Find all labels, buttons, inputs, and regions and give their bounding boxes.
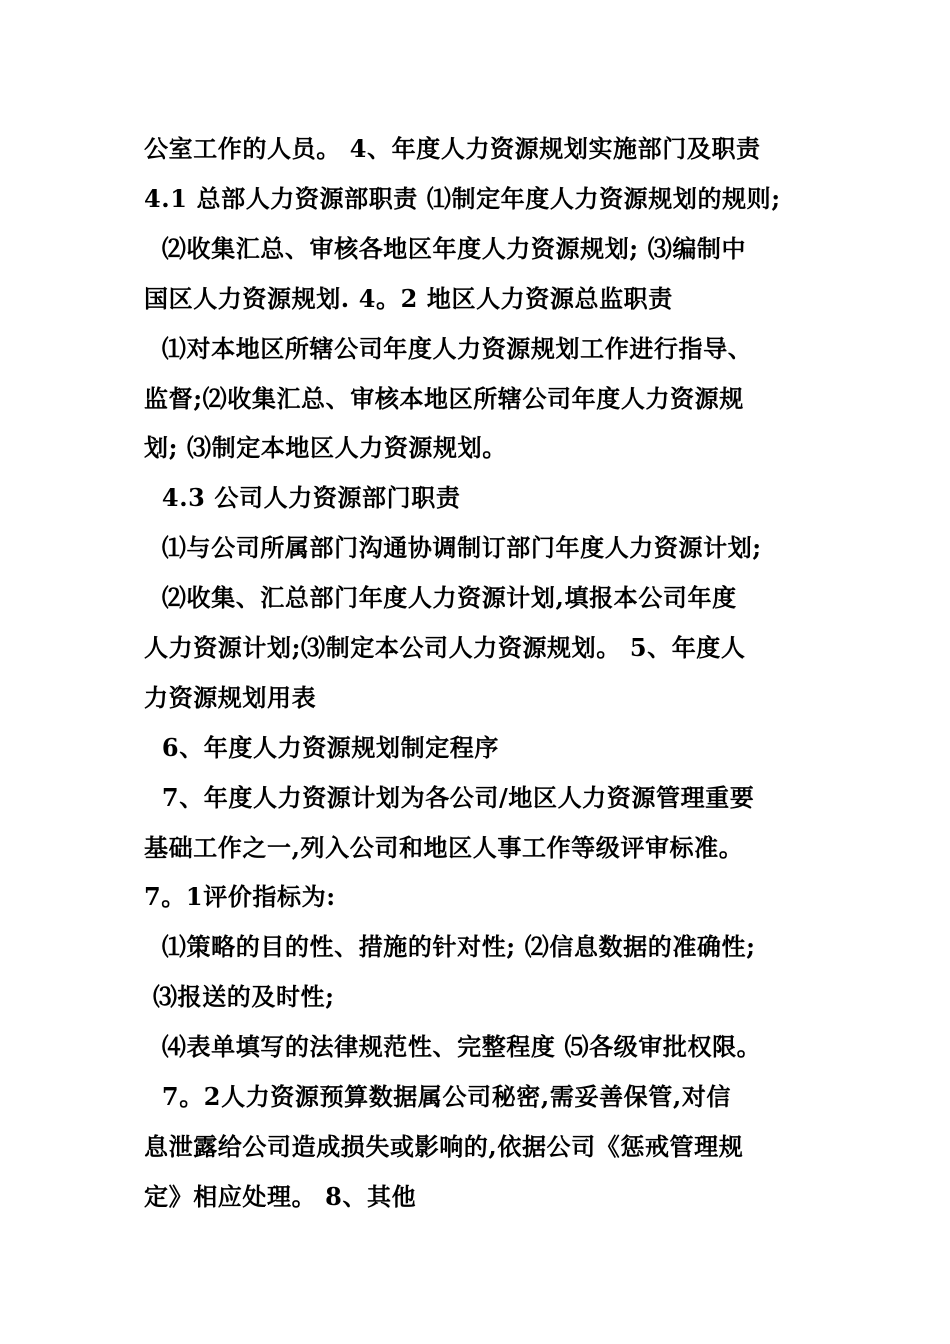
text-line: 基础工作之一,列入公司和地区人事工作等级评审标准。 bbox=[144, 833, 744, 862]
text-line: 公室工作的人员。 4、年度人力资源规划实施部门及职责 bbox=[144, 134, 761, 163]
text-line: 力资源规划用表 bbox=[144, 683, 317, 712]
text-line: 7。1评价指标为: bbox=[144, 882, 336, 911]
text-line: ⑵收集汇总、审核各地区年度人力资源规划; ⑶编制中 bbox=[144, 234, 747, 263]
text-line: 人力资源计划;⑶制定本公司人力资源规划。 5、年度人 bbox=[144, 633, 746, 662]
text-line: ⑴对本地区所辖公司年度人力资源规划工作进行指导、 bbox=[144, 334, 753, 363]
text-line: ⑴策略的目的性、措施的针对性; ⑵信息数据的准确性; bbox=[144, 932, 756, 961]
text-line: ⑴与公司所属部门沟通协调制订部门年度人力资源计划; bbox=[144, 533, 762, 562]
text-line: 国区人力资源规划. 4。2 地区人力资源总监职责 bbox=[144, 284, 673, 313]
text-line: 4.1 总部人力资源部职责 ⑴制定年度人力资源规划的规则; bbox=[144, 184, 781, 213]
text-line: 6、年度人力资源规划制定程序 bbox=[144, 733, 500, 762]
text-line: 划; ⑶制定本地区人力资源规划。 bbox=[144, 433, 507, 462]
text-line: 息泄露给公司造成损失或影响的,依据公司《惩戒管理规 bbox=[144, 1132, 744, 1161]
text-line: 7、年度人力资源计划为各公司/地区人力资源管理重要 bbox=[144, 783, 755, 812]
text-line: ⑶报送的及时性; bbox=[144, 982, 335, 1011]
text-line: ⑵收集、汇总部门年度人力资源计划,填报本公司年度 bbox=[144, 583, 737, 612]
text-line: 4.3 公司人力资源部门职责 bbox=[144, 483, 461, 512]
text-line: 定》相应处理。 8、其他 bbox=[144, 1182, 417, 1211]
text-line: ⑷表单填写的法律规范性、完整程度 ⑸各级审批权限。 bbox=[144, 1032, 762, 1061]
text-line: 7。2人力资源预算数据属公司秘密,需妥善保管,对信 bbox=[144, 1082, 732, 1111]
text-line: 监督;⑵收集汇总、审核本地区所辖公司年度人力资源规 bbox=[144, 384, 744, 413]
